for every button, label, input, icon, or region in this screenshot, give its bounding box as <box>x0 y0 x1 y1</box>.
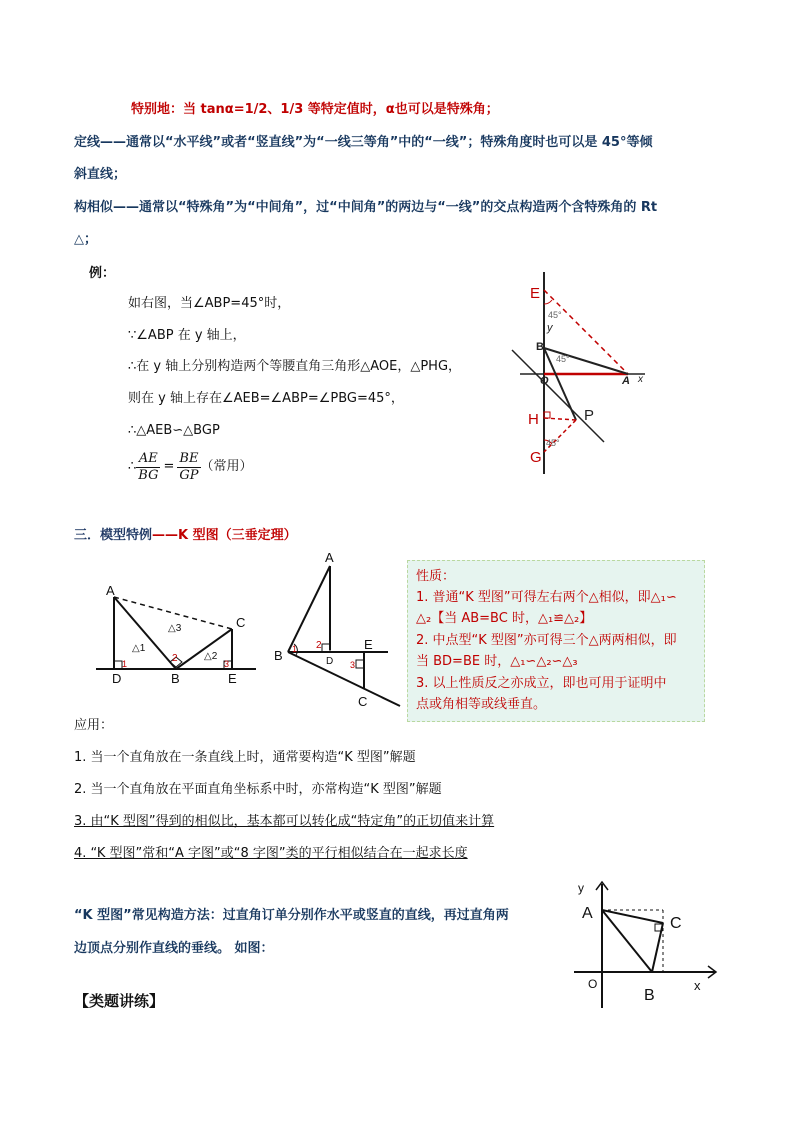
fig1-triangle-2: △2 <box>204 651 218 662</box>
fig3-label-c: C <box>670 915 682 932</box>
fraction-be-num: BE <box>177 451 200 468</box>
angle-label-g: 45° <box>546 438 560 448</box>
fig1-label-b: B <box>171 671 180 685</box>
fig2-angle-1: 1 <box>292 644 298 654</box>
fig1-label-c: C <box>236 615 246 630</box>
fig2-label-a: A <box>325 550 334 565</box>
example-line-2: ∵∠ABP 在 y 轴上， <box>128 328 246 343</box>
fig3-label-b: B <box>644 987 655 1004</box>
therefore-symbol: ∴ <box>128 459 137 474</box>
fig2-label-e: E <box>364 637 373 652</box>
application-3: 3. 由“K 型图”得到的相似比，基本都可以转化成“特定角”的正切值来计算 <box>74 814 495 829</box>
fixed-line-text-2: 斜直线； <box>74 167 127 182</box>
construction-line-2: 边顶点分别作直线的垂线。 如图： <box>74 941 274 956</box>
example-coordinate-figure <box>500 268 660 478</box>
label-b: B <box>536 341 544 353</box>
segment-ab <box>288 566 330 652</box>
label-h: H <box>528 411 539 428</box>
example-label: 例： <box>89 266 116 281</box>
section-3-title <box>74 527 297 545</box>
special-angle-line: 特别地：当 tanα=1/2、1/3 等特定值时，α也可以是特殊角； <box>131 102 499 117</box>
section-3-main: ——K 型图（三垂定理） <box>152 528 297 543</box>
properties-box <box>407 560 705 722</box>
fig1-angle-3: 3 <box>224 659 230 669</box>
application-2: 2. 当一个直角放在平面直角坐标系中时，亦常构造“K 型图”解题 <box>74 782 442 797</box>
property-2a: 2. 中点型“K 型图”亦可得三个△两两相似，即 <box>416 633 677 648</box>
k-construction-figure <box>566 876 722 1012</box>
label-o: O <box>540 375 549 387</box>
fraction-be-gp <box>177 451 200 484</box>
segment-bc <box>652 923 663 972</box>
fig3-label-o: O <box>588 977 598 991</box>
right-angle-e <box>356 660 364 668</box>
fraction-ae-num: AE <box>136 451 160 468</box>
example-line-1: 如右图，当∠ABP=45°时， <box>128 296 291 311</box>
equals-sign: = <box>163 459 175 474</box>
properties-title: 性质： <box>416 569 456 584</box>
applications-title: 应用： <box>74 718 114 733</box>
fig1-triangle-1: △1 <box>132 643 146 654</box>
angle-mark-e <box>544 300 552 304</box>
fig1-label-d: D <box>112 671 122 685</box>
common-note: （常用） <box>200 459 253 474</box>
fig2-label-b: B <box>274 648 283 663</box>
angle-label-e: 45° <box>548 310 562 320</box>
label-g: G <box>530 449 542 466</box>
label-a: A <box>622 375 630 387</box>
fig2-angle-2: 2 <box>316 640 322 651</box>
example-line-4: 则在 y 轴上存在∠AEB=∠ABP=∠PBG=45°， <box>128 391 404 406</box>
fig1-triangle-3: △3 <box>168 623 182 634</box>
example-line-3: ∴在 y 轴上分别构造两个等腰直角三角形△AOE，△PHG， <box>128 359 462 374</box>
fig1-angle-2: 2 <box>172 653 178 664</box>
application-4: 4. “K 型图”常和“A 字图”或“8 字图”类的平行相似结合在一起求长度 <box>74 846 468 861</box>
segment-bc <box>288 652 400 706</box>
ratio-formula <box>128 449 253 485</box>
construct-similar-text-2: △； <box>74 232 97 247</box>
right-angle-d <box>322 644 330 652</box>
label-x: x <box>638 374 643 385</box>
example-line-5: ∴△AEB∽△BGP <box>128 423 220 438</box>
right-angle-d <box>114 661 122 669</box>
label-y: y <box>547 322 553 334</box>
property-3b: 点或角相等或线垂直。 <box>416 697 547 712</box>
property-1a: 1. 普通“K 型图”可得左右两个△相似，即△₁∽ <box>416 590 677 605</box>
k-figure-right-angle <box>272 548 408 710</box>
fraction-ae-bg <box>136 451 160 484</box>
angle-label-b: 45° <box>556 354 570 364</box>
fig2-label-c: C <box>358 694 368 709</box>
k-figure-standard <box>92 585 260 685</box>
practice-title: 【类题讲练】 <box>74 992 165 1010</box>
fraction-bg-den: BG <box>138 467 159 483</box>
application-1: 1. 当一个直角放在一条直线上时，通常要构造“K 型图”解题 <box>74 750 416 765</box>
fraction-gp-den: GP <box>179 467 199 483</box>
fig3-label-x: x <box>694 978 701 993</box>
property-3a: 3. 以上性质反之亦成立，即也可用于证明中 <box>416 676 667 691</box>
construction-line-1: “K 型图”常见构造方法：过直角订单分别作水平或竖直的直线，再过直角两 <box>74 908 509 923</box>
fig2-angle-3: 3 <box>350 660 356 670</box>
fig3-label-y: y <box>578 881 584 895</box>
fig1-label-e: E <box>228 671 237 685</box>
construct-similar-text-1: 构相似——通常以“特殊角”为“中间角”，过“中间角”的两边与“一线”的交点构造两个含特殊角的 Rt <box>74 200 658 215</box>
fixed-line-text-1: 定线——通常以“水平线”或者“竖直线”为“一线三等角”中的“一线”；特殊角度时也可以是 45°等倾 <box>74 135 653 150</box>
fig1-label-a: A <box>106 585 115 598</box>
fig3-label-a: A <box>582 905 593 922</box>
property-2b: 当 BD=BE 时，△₁∽△₂∽△₃ <box>416 654 578 669</box>
label-p: P <box>584 407 595 424</box>
label-e: E <box>530 285 541 302</box>
property-1b: △₂【当 AB=BC 时，△₁≌△₂】 <box>416 611 593 626</box>
fig1-angle-1: 1 <box>122 659 128 669</box>
fig2-label-d: D <box>326 656 334 667</box>
section-3-prefix: 三．模型特例 <box>74 528 153 543</box>
